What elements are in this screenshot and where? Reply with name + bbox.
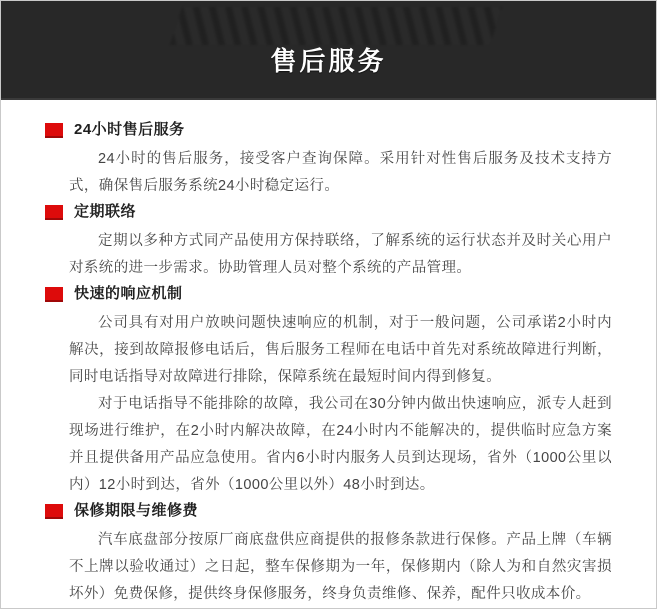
header-banner [1, 1, 656, 100]
section-paragraph: 定期以多种方式同产品使用方保持联络，了解系统的运行状态并及时关心用户对系统的进一步需求。协助管理人员对整个系统的产品管理。 [69, 233, 612, 276]
section-24h-service [1, 120, 656, 200]
section-heading [45, 284, 656, 304]
section-regular-contact [1, 202, 656, 282]
section-heading-label: 24小时售后服务 [74, 121, 185, 138]
section-heading-label: 快速的响应机制 [74, 285, 183, 302]
section-rapid-response [1, 284, 656, 499]
section-paragraph: 对于电话指导不能排除的故障，我公司在30分钟内做出快速响应，派专人赶到现场进行维护，在2小时内解决故障，在24小时内不能解决的，提供临时应急方案并且提供备用产品应急使用。省内6小时内服务人员到达现场，省外（1000公里以内）12小时到达，省外（1000公里以外）48小时到达。 [69, 396, 612, 493]
content-area [1, 100, 656, 608]
section-heading [45, 501, 656, 521]
section-heading [45, 120, 656, 140]
red-square-bullet-icon [45, 123, 63, 138]
section-heading-label: 定期联络 [74, 203, 137, 220]
section-warranty [1, 501, 656, 608]
section-paragraph: 24小时的售后服务，接受客户查询保障。采用针对性售后服务及技术支持方式，确保售后服务系统24小时稳定运行。 [69, 151, 612, 194]
page-title: 售后服务 [270, 46, 387, 76]
red-square-bullet-icon [45, 287, 63, 302]
red-square-bullet-icon [45, 205, 63, 220]
red-square-bullet-icon [45, 504, 63, 519]
section-paragraph: 公司具有对用户放映问题快速响应的机制，对于一般问题，公司承诺2小时内解决，接到故障报修电话后，售后服务工程师在电话中首先对系统故障进行判断，同时电话指导对故障进行排除，保障系统在最短时间内得到修复。 [69, 315, 612, 385]
section-paragraph: 汽车底盘部分按原厂商底盘供应商提供的报修条款进行保修。产品上牌（车辆不上牌以验收通过）之日起，整车保修期为一年，保修期内（除人为和自然灾害损坏外）免费保修，提供终身保修服务，终身负责维修、保养，配件只收成本价。 [69, 532, 612, 602]
section-heading-label: 保修期限与维修费 [74, 502, 199, 519]
section-heading [45, 202, 656, 222]
